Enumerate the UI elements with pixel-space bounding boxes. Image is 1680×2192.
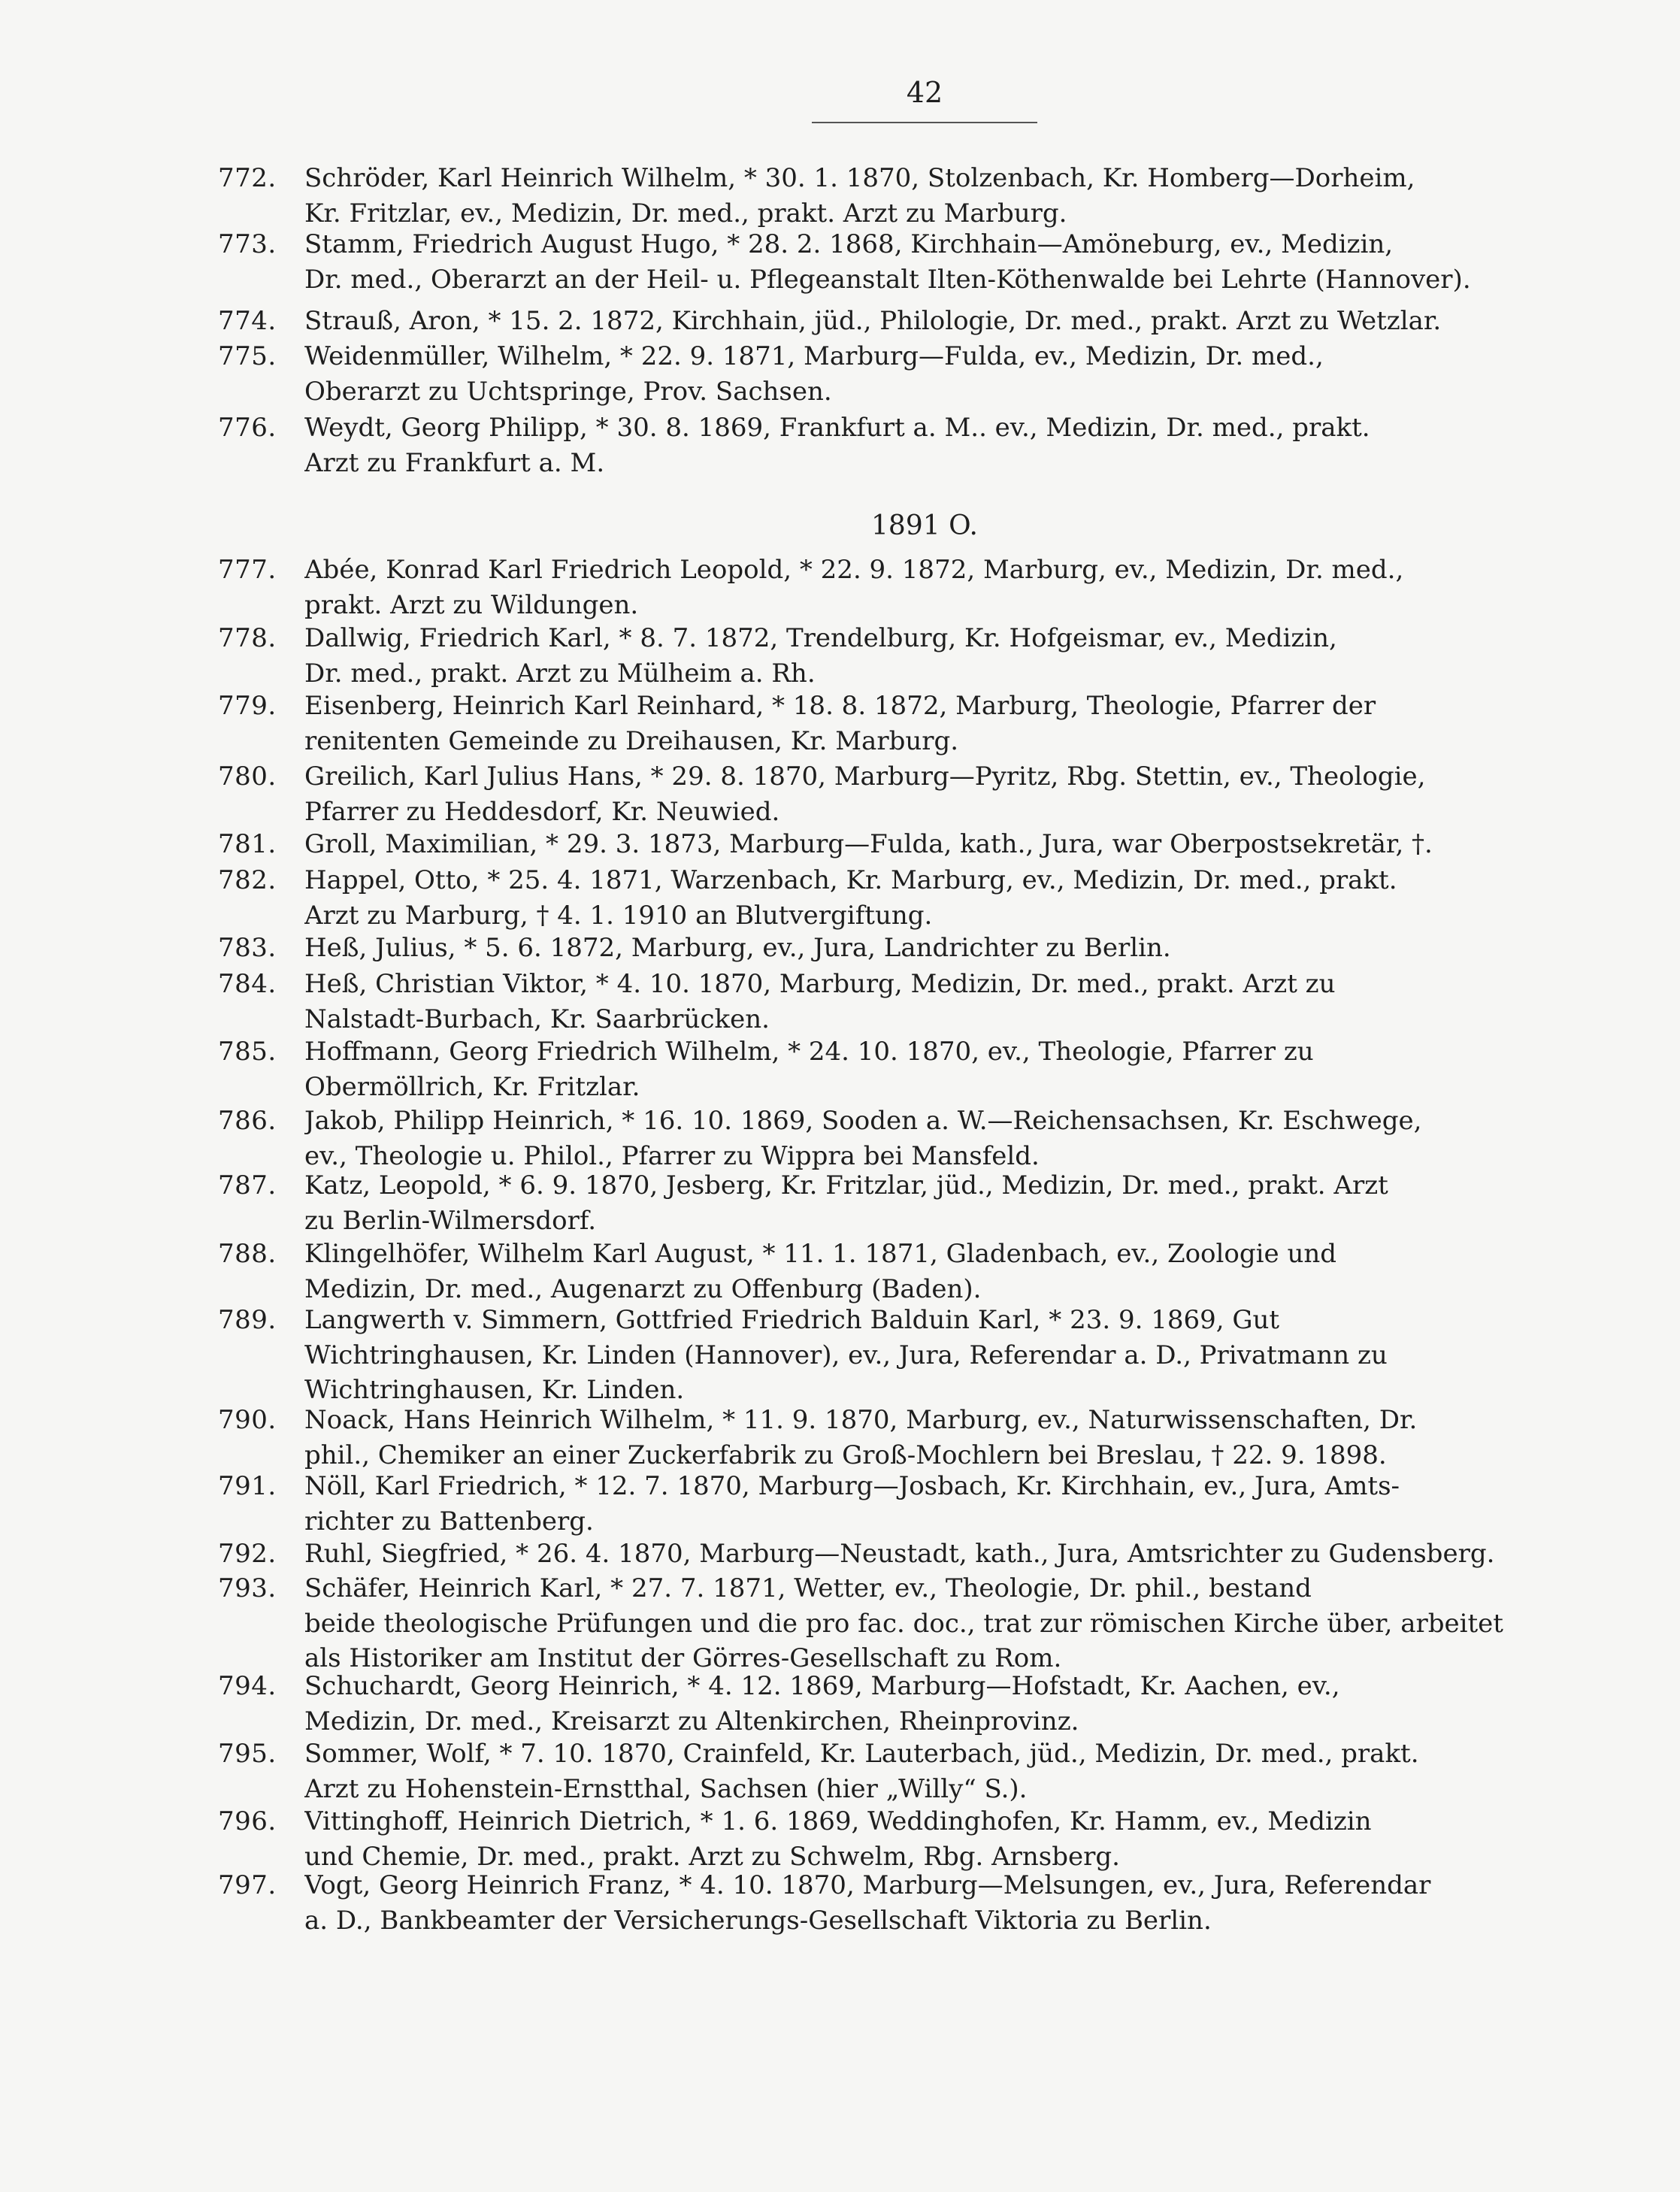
page-number-rule [812, 122, 1037, 123]
entry-line: Hoffmann, Georg Friedrich Wilhelm, * 24. 10. 1870, ev., Theologie, Pfarrer zu [304, 1037, 1314, 1067]
entry-line: Noack, Hans Heinrich Wilhelm, * 11. 9. 1870, Marburg, ev., Naturwissenschaften, Dr. [304, 1405, 1418, 1435]
entry-line: prakt. Arzt zu Wildungen. [304, 589, 639, 620]
entry-number: 783. [218, 933, 277, 963]
entry-782 [218, 863, 1601, 933]
entry-line: phil., Chemiker an einer Zuckerfabrik zu Groß-Mochlern bei Breslau, † 22. 9. 1898. [304, 1440, 1387, 1470]
entry-text [304, 827, 1601, 862]
entry-line: Kr. Fritzlar, ev., Medizin, Dr. med., prakt. Arzt zu Marburg. [304, 198, 1067, 229]
entry-779 [218, 689, 1601, 758]
entry-788 [218, 1237, 1601, 1306]
entry-number: 782. [218, 865, 277, 895]
entry-line: Medizin, Dr. med., Kreisarzt zu Altenkirchen, Rheinprovinz. [304, 1706, 1079, 1736]
entry-line: Arzt zu Frankfurt a. M. [304, 447, 605, 478]
entry-text [304, 1403, 1601, 1473]
entry-line: Schuchardt, Georg Heinrich, * 4. 12. 1869, Marburg—Hofstadt, Kr. Aachen, ev., [304, 1671, 1340, 1701]
entry-number: 791. [218, 1471, 277, 1501]
entry-line: Jakob, Philipp Heinrich, * 16. 10. 1869, Sooden a. W.—Reichensachsen, Kr. Eschwege, [304, 1106, 1422, 1136]
entry-number: 795. [218, 1739, 277, 1769]
entry-line: Wichtringhausen, Kr. Linden (Hannover), ev., Jura, Referendar a. D., Privatmann zu [304, 1340, 1388, 1370]
entry-number: 776. [218, 413, 277, 443]
entry-line: Vittinghoff, Heinrich Dietrich, * 1. 6. 1869, Weddinghofen, Kr. Hamm, ev., Medizin [304, 1806, 1372, 1836]
entry-line: Ruhl, Siegfried, * 26. 4. 1870, Marburg—Neustadt, kath., Jura, Amtsrichter zu Gudensberg. [304, 1539, 1495, 1569]
entry-line: Weydt, Georg Philipp, * 30. 8. 1869, Frankfurt a. M.. ev., Medizin, Dr. med., prakt. [304, 413, 1370, 443]
entry-text [304, 967, 1601, 1037]
entry-number: 793. [218, 1573, 277, 1603]
entry-line: Wichtringhausen, Kr. Linden. [304, 1375, 685, 1405]
entry-772 [218, 161, 1601, 231]
entry-text [304, 1537, 1601, 1572]
entry-number: 794. [218, 1671, 277, 1701]
entry-line: Nöll, Karl Friedrich, * 12. 7. 1870, Marburg—Josbach, Kr. Kirchhain, ev., Jura, Amts- [304, 1471, 1400, 1501]
entry-text [304, 1237, 1601, 1306]
entry-text [304, 1736, 1601, 1806]
entry-text [304, 1571, 1601, 1676]
entry-line: renitenten Gemeinde zu Dreihausen, Kr. Marburg. [304, 725, 959, 756]
entry-number: 792. [218, 1539, 277, 1569]
entry-777 [218, 553, 1601, 622]
entry-778 [218, 621, 1601, 691]
entry-text [304, 227, 1601, 297]
page-number: 42 [906, 76, 943, 109]
entry-number: 774. [218, 306, 277, 336]
entry-number: 779. [218, 691, 277, 721]
entry-line: Greilich, Karl Julius Hans, * 29. 8. 1870, Marburg—Pyritz, Rbg. Stettin, ev., Theologie, [304, 761, 1426, 792]
entry-text [304, 304, 1601, 339]
entry-line: Medizin, Dr. med., Augenarzt zu Offenburg (Baden). [304, 1273, 982, 1304]
entry-line: beide theologische Prüfungen und die pro fac. doc., trat zur römischen Kirche über, arbeitet [304, 1608, 1503, 1639]
section-heading: 1891 O. [871, 510, 978, 541]
entry-number: 787. [218, 1170, 277, 1200]
entry-line: und Chemie, Dr. med., prakt. Arzt zu Schwelm, Rbg. Arnsberg. [304, 1841, 1120, 1872]
entry-number: 772. [218, 163, 277, 193]
entry-line: Happel, Otto, * 25. 4. 1871, Warzenbach, Kr. Marburg, ev., Medizin, Dr. med., prakt. [304, 865, 1397, 895]
entry-line: Oberarzt zu Uchtspringe, Prov. Sachsen. [304, 376, 832, 407]
entry-line: a. D., Bankbeamter der Versicherungs-Gesellschaft Viktoria zu Berlin. [304, 1905, 1212, 1936]
entry-line: Pfarrer zu Heddesdorf, Kr. Neuwied. [304, 796, 780, 827]
entry-780 [218, 759, 1601, 829]
entry-number: 796. [218, 1806, 277, 1836]
entry-text [304, 1303, 1601, 1408]
entry-text [304, 1669, 1601, 1739]
entry-line: Vogt, Georg Heinrich Franz, * 4. 10. 1870, Marburg—Melsungen, ev., Jura, Referendar [304, 1870, 1431, 1900]
entry-790 [218, 1403, 1601, 1473]
entry-number: 777. [218, 555, 277, 585]
entry-number: 775. [218, 341, 277, 371]
entry-number: 784. [218, 969, 277, 999]
entry-text [304, 931, 1601, 966]
entry-781 [218, 827, 1601, 862]
entry-795 [218, 1736, 1601, 1806]
entry-line: Eisenberg, Heinrich Karl Reinhard, * 18. 8. 1872, Marburg, Theologie, Pfarrer der [304, 691, 1376, 721]
entry-line: Katz, Leopold, * 6. 9. 1870, Jesberg, Kr. Fritzlar, jüd., Medizin, Dr. med., prakt. Arzt [304, 1170, 1388, 1200]
entry-text [304, 621, 1601, 691]
entry-text [304, 863, 1601, 933]
entry-line: Schäfer, Heinrich Karl, * 27. 7. 1871, Wetter, ev., Theologie, Dr. phil., bestand [304, 1573, 1312, 1603]
entry-line: Groll, Maximilian, * 29. 3. 1873, Marburg—Fulda, kath., Jura, war Oberpostsekretär, †. [304, 829, 1433, 859]
entry-line: zu Berlin-Wilmersdorf. [304, 1205, 597, 1236]
entry-text [304, 553, 1601, 622]
entry-787 [218, 1168, 1601, 1238]
entry-number: 788. [218, 1239, 277, 1269]
entry-776 [218, 410, 1601, 480]
entry-text [304, 1469, 1601, 1539]
entry-line: Stamm, Friedrich August Hugo, * 28. 2. 1868, Kirchhain—Amöneburg, ev., Medizin, [304, 229, 1394, 259]
entry-line: ev., Theologie u. Philol., Pfarrer zu Wippra bei Mansfeld. [304, 1140, 1040, 1171]
entry-line: Arzt zu Marburg, † 4. 1. 1910 an Blutvergiftung. [304, 900, 933, 931]
entry-text [304, 1168, 1601, 1238]
entry-number: 797. [218, 1870, 277, 1900]
entry-text [304, 1034, 1601, 1104]
entry-number: 785. [218, 1037, 277, 1067]
entry-number: 780. [218, 761, 277, 792]
entry-796 [218, 1804, 1601, 1874]
entry-line: Dr. med., Oberarzt an der Heil- u. Pflegeanstalt Ilten-Köthenwalde bei Lehrte (Hannover). [304, 264, 1471, 295]
entry-number: 778. [218, 623, 277, 653]
entry-line: Weidenmüller, Wilhelm, * 22. 9. 1871, Marburg—Fulda, ev., Medizin, Dr. med., [304, 341, 1324, 371]
entry-number: 790. [218, 1405, 277, 1435]
entry-text [304, 339, 1601, 409]
entry-number: 773. [218, 229, 277, 259]
entry-775 [218, 339, 1601, 409]
entry-line: Abée, Konrad Karl Friedrich Leopold, * 22. 9. 1872, Marburg, ev., Medizin, Dr. med., [304, 555, 1404, 585]
entry-797 [218, 1868, 1601, 1938]
entry-line: Arzt zu Hohenstein-Ernstthal, Sachsen (hier „Willy“ S.). [304, 1773, 1028, 1804]
entry-792 [218, 1537, 1601, 1572]
entry-text [304, 410, 1601, 480]
entry-773 [218, 227, 1601, 297]
entry-789 [218, 1303, 1601, 1408]
entry-784 [218, 967, 1601, 1037]
entry-line: als Historiker am Institut der Görres-Gesellschaft zu Rom. [304, 1643, 1062, 1673]
entry-text [304, 1104, 1601, 1173]
entry-line: Heß, Julius, * 5. 6. 1872, Marburg, ev., Jura, Landrichter zu Berlin. [304, 933, 1171, 963]
entry-text [304, 161, 1601, 231]
entry-line: Obermöllrich, Kr. Fritzlar. [304, 1071, 640, 1102]
entry-text [304, 1868, 1601, 1938]
entry-line: richter zu Battenberg. [304, 1506, 594, 1537]
entry-line: Heß, Christian Viktor, * 4. 10. 1870, Marburg, Medizin, Dr. med., prakt. Arzt zu [304, 969, 1336, 999]
entry-line: Nalstadt-Burbach, Kr. Saarbrücken. [304, 1004, 770, 1034]
entry-line: Strauß, Aron, * 15. 2. 1872, Kirchhain, jüd., Philologie, Dr. med., prakt. Arzt zu Wetzlar. [304, 306, 1442, 336]
entry-line: Sommer, Wolf, * 7. 10. 1870, Crainfeld, Kr. Lauterbach, jüd., Medizin, Dr. med., prakt. [304, 1739, 1419, 1769]
entry-text [304, 1804, 1601, 1874]
entry-line: Langwerth v. Simmern, Gottfried Friedrich Balduin Karl, * 23. 9. 1869, Gut [304, 1305, 1280, 1335]
entry-line: Dr. med., prakt. Arzt zu Mülheim a. Rh. [304, 658, 816, 689]
entry-number: 789. [218, 1305, 277, 1335]
entry-text [304, 689, 1601, 758]
entry-774 [218, 304, 1601, 339]
entry-number: 786. [218, 1106, 277, 1136]
entry-number: 781. [218, 829, 277, 859]
entry-line: Schröder, Karl Heinrich Wilhelm, * 30. 1. 1870, Stolzenbach, Kr. Homberg—Dorheim, [304, 163, 1415, 193]
entry-line: Klingelhöfer, Wilhelm Karl August, * 11. 1. 1871, Gladenbach, ev., Zoologie und [304, 1239, 1336, 1269]
entry-791 [218, 1469, 1601, 1539]
entry-793 [218, 1571, 1601, 1676]
entry-785 [218, 1034, 1601, 1104]
entry-line: Dallwig, Friedrich Karl, * 8. 7. 1872, Trendelburg, Kr. Hofgeismar, ev., Medizin, [304, 623, 1337, 653]
entry-text [304, 759, 1601, 829]
entry-786 [218, 1104, 1601, 1173]
entry-783 [218, 931, 1601, 966]
entry-794 [218, 1669, 1601, 1739]
